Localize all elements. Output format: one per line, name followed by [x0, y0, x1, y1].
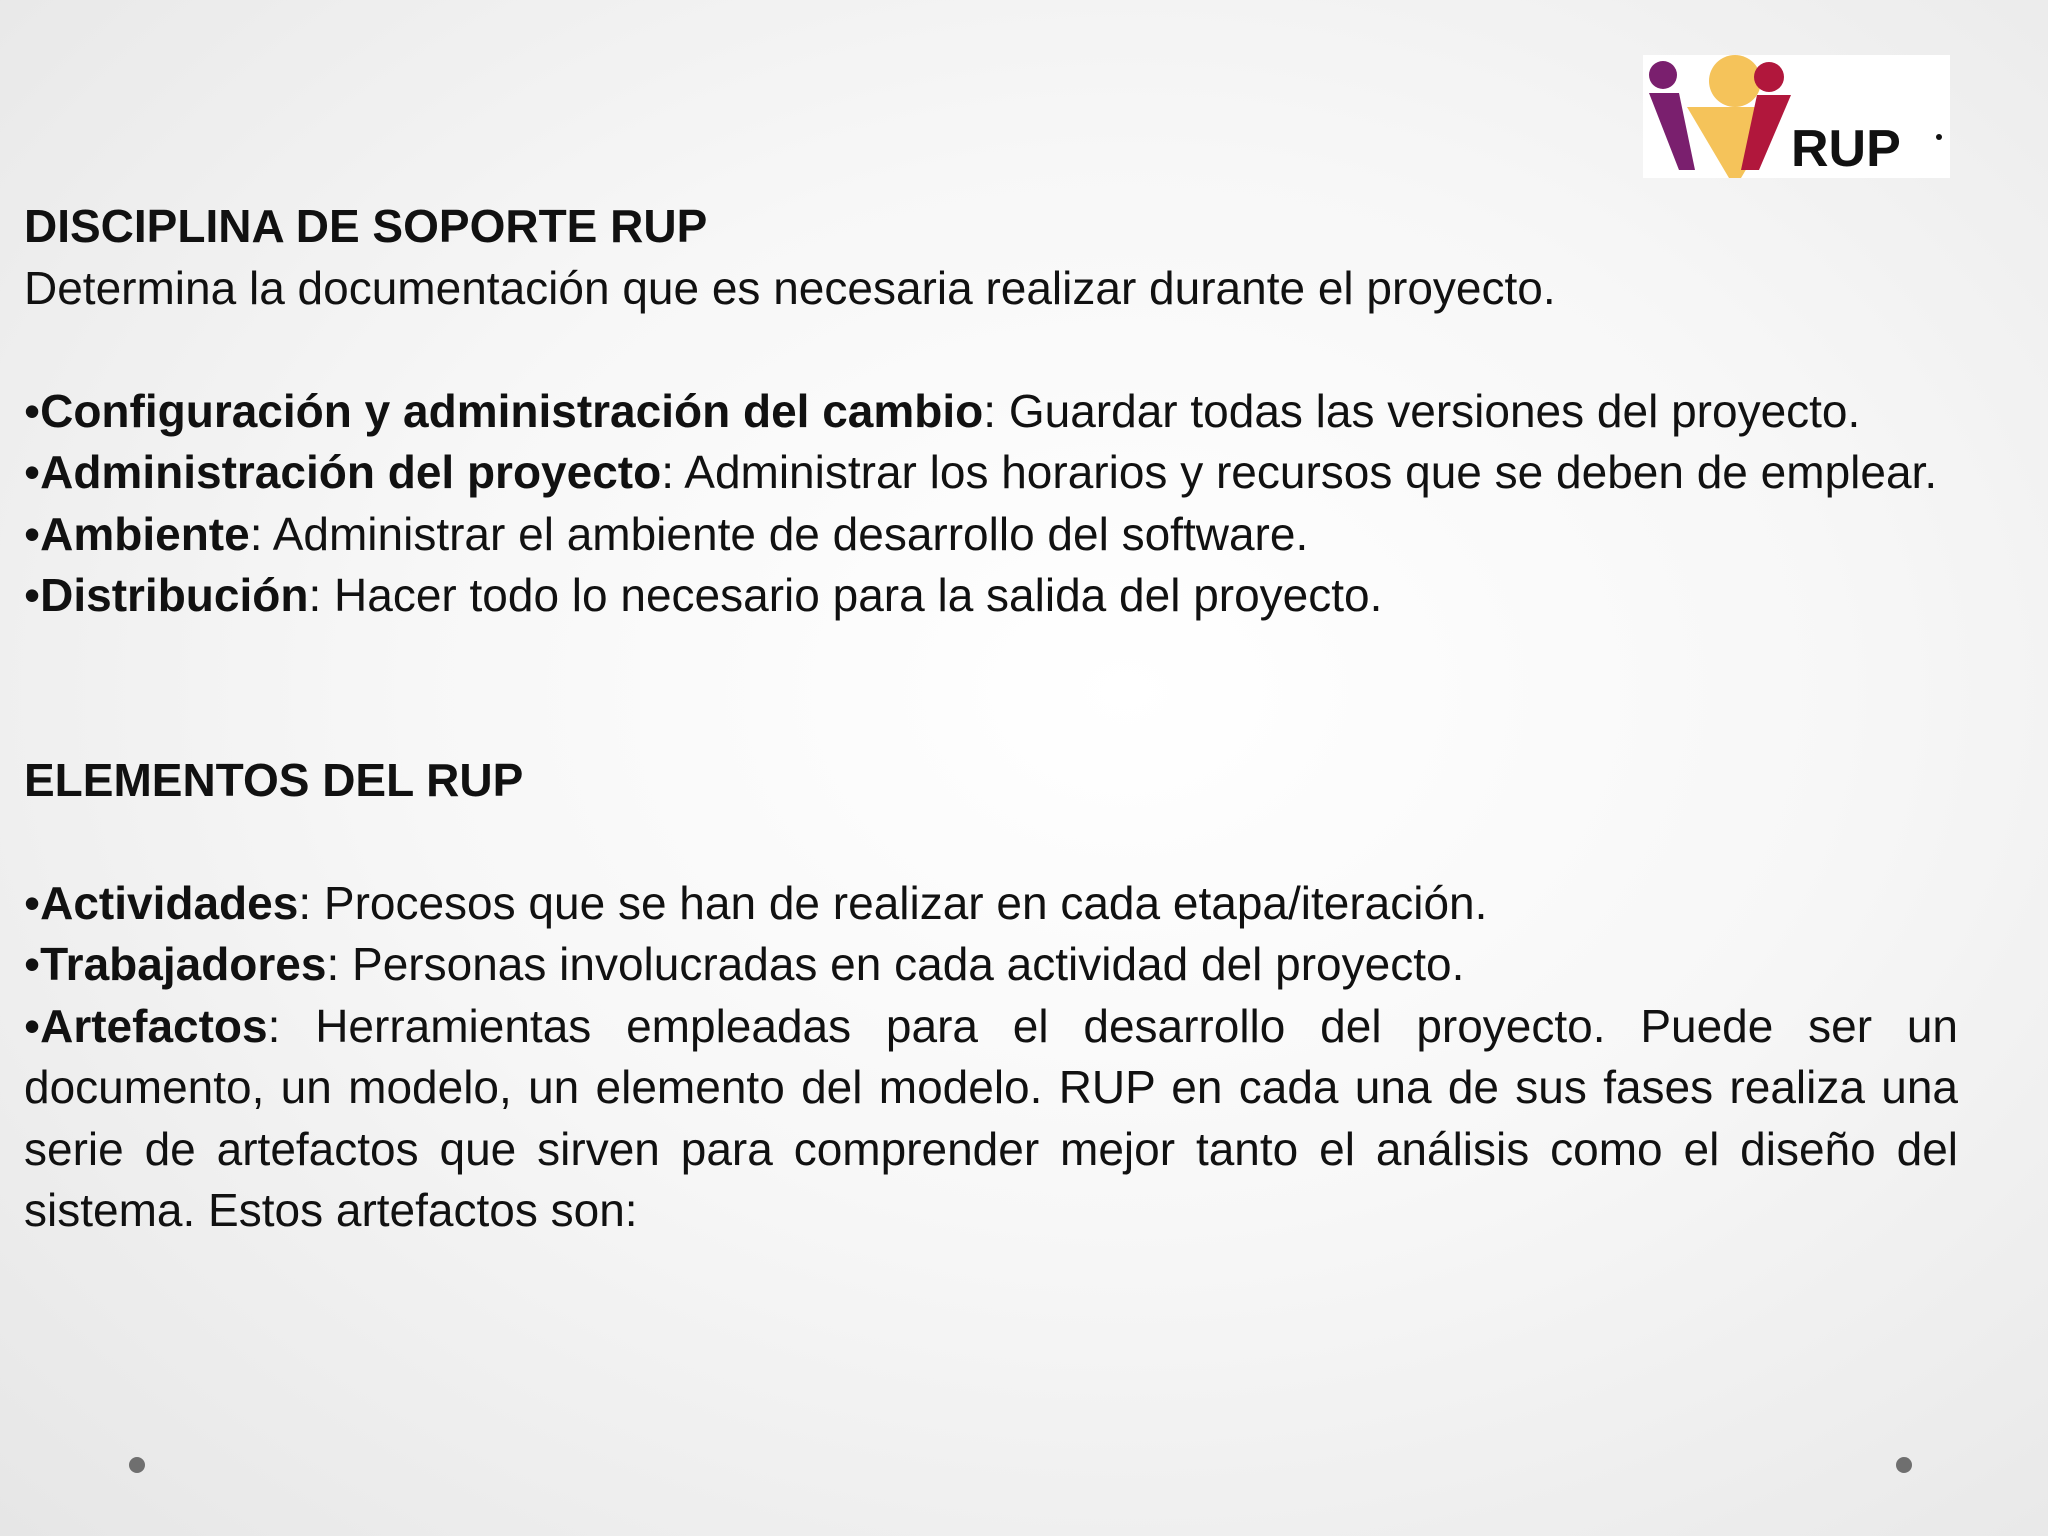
spacer: [24, 319, 1958, 381]
section-heading-soporte: DISCIPLINA DE SOPORTE RUP: [24, 200, 708, 252]
bullet-desc: : Personas involucradas en cada actividad del proyecto.: [326, 938, 1465, 990]
bullet-administracion: [24, 442, 1958, 504]
bullet-term: Ambiente: [40, 507, 250, 560]
bullet-desc: : Hacer todo lo necesario para la salida del proyecto.: [308, 569, 1383, 621]
rup-logo-icon: [1643, 55, 1950, 178]
bullet-marker: •: [24, 938, 41, 990]
bullet-term: Administración del proyecto: [40, 446, 662, 498]
bullet-trabajadores: [24, 934, 1958, 996]
section-heading-elementos: ELEMENTOS DEL RUP: [24, 753, 524, 806]
logo-red-head: [1754, 62, 1784, 92]
spacer: [24, 627, 1958, 750]
bullet-term: Distribución: [40, 569, 309, 621]
logo-wordmark: RUP: [1791, 120, 1901, 178]
bullet-desc: : Procesos que se han de realizar en cada etapa/iteración.: [298, 876, 1488, 929]
bullet-term: Trabajadores: [40, 938, 327, 990]
bullet-marker: •: [24, 507, 41, 560]
logo-purple-head: [1649, 61, 1677, 89]
bullet-desc: : Administrar el ambiente de desarrollo del software.: [249, 507, 1309, 560]
registered-mark-icon: [1936, 134, 1942, 140]
bullet-ambiente: [24, 504, 1958, 566]
bullet-configuracion: [24, 381, 1958, 443]
decorative-dot-right: [1896, 1457, 1912, 1473]
bullet-desc: : Herramientas empleadas para el desarrollo del proyecto. Puede ser un documento, un modelo, un elemento del modelo. RUP en cada una de sus fases realiza una serie de artefactos que sirven para comprender mejor tanto el análisis como el diseño del sistema. Estos artefactos son:: [24, 999, 1958, 1236]
spacer: [24, 811, 1958, 873]
bullet-desc: : Guardar todas las versiones del proyecto.: [983, 384, 1861, 437]
bullet-desc: : Administrar los horarios y recursos que se deben de emplear.: [661, 446, 1938, 498]
bullet-term: Actividades: [40, 876, 299, 929]
bullet-actividades: [24, 873, 1958, 935]
bullet-marker: •: [24, 999, 41, 1052]
bullet-distribucion: [24, 565, 1958, 627]
decorative-dot-left: [129, 1457, 145, 1473]
logo-purple-body: [1649, 93, 1695, 170]
bullet-artefactos: [24, 996, 1958, 1242]
slide-body: [24, 196, 1958, 1242]
section-intro: Determina la documentación que es necesaria realizar durante el proyecto.: [24, 261, 1556, 314]
bullet-marker: •: [24, 446, 41, 498]
bullet-marker: •: [24, 569, 41, 621]
bullet-marker: •: [24, 876, 41, 929]
bullet-term: Artefactos: [40, 999, 268, 1052]
bullet-term: Configuración y administración del cambio: [40, 384, 984, 437]
rup-logo: [1643, 55, 1950, 178]
logo-yellow-head: [1709, 55, 1761, 107]
bullet-marker: •: [24, 384, 41, 437]
